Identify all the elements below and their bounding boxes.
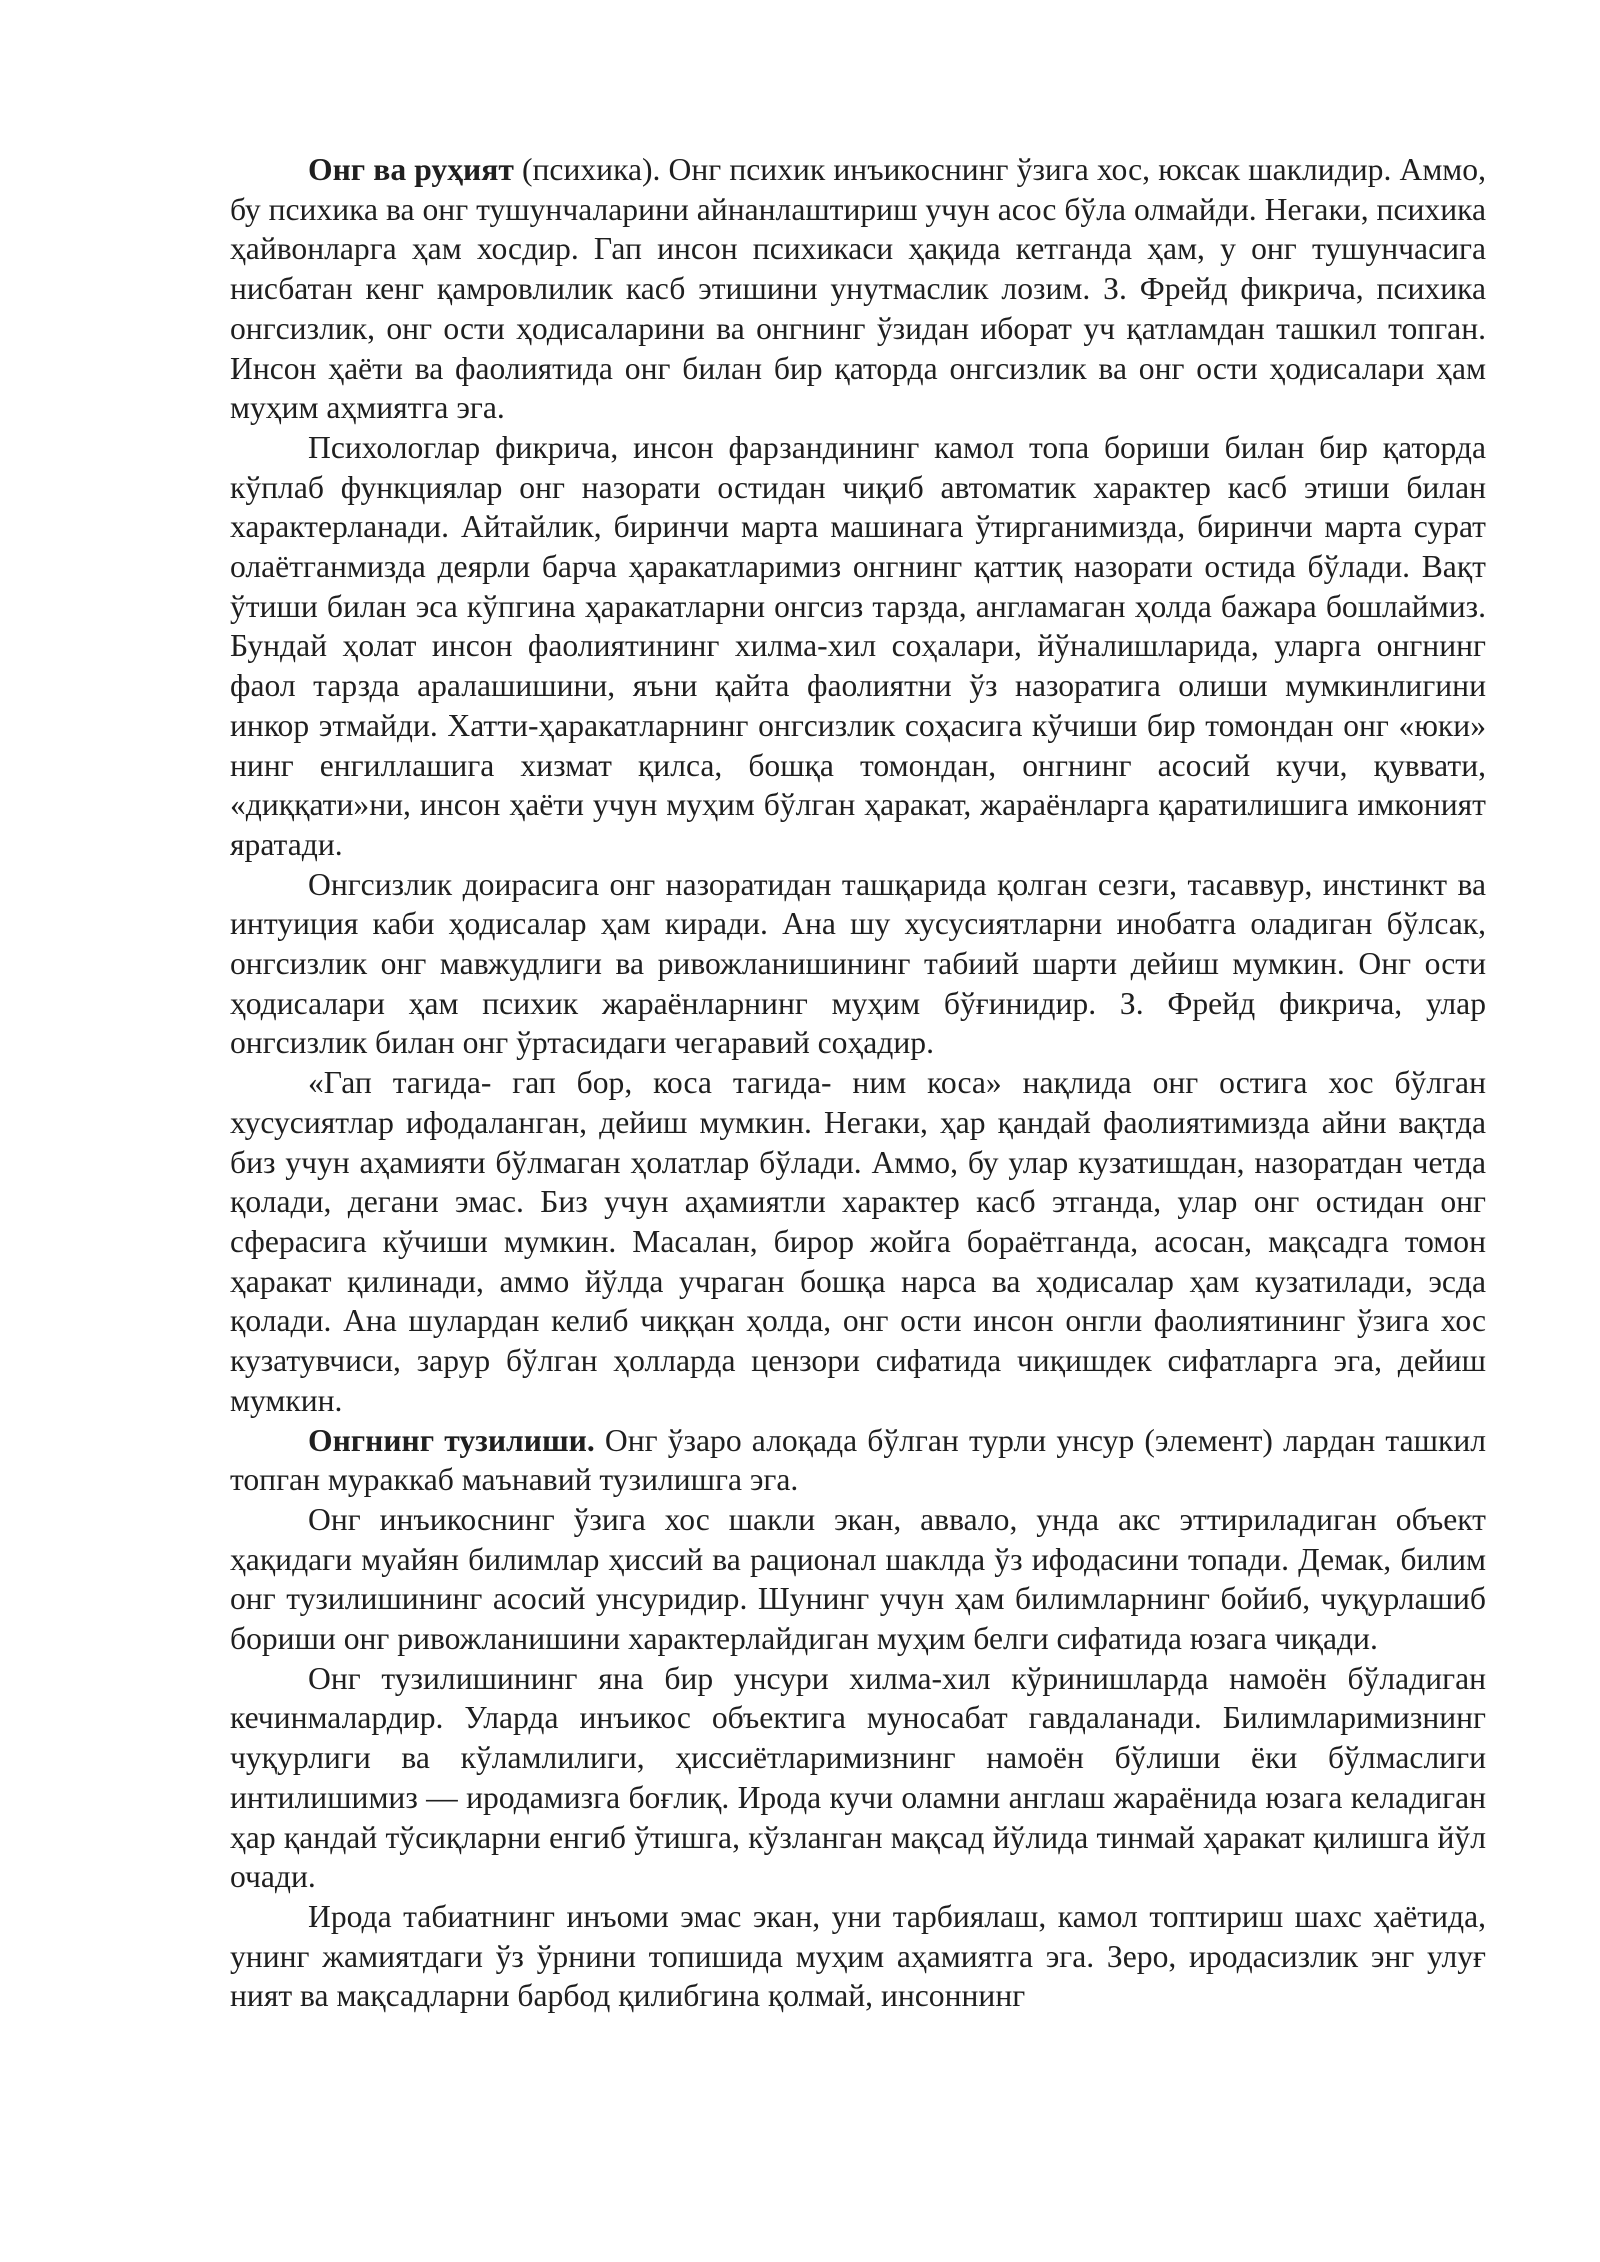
paragraph-will <box>230 1897 1486 2016</box>
paragraph-text: «Гап тагида- гап бор, коса тагида- ним коса» нақлида онг остига хос бўлган хусусиятлар ифодаланган, дейиш мумкин. Негаки, ҳар қандай фаолиятимизда айни вақтда биз учун аҳамияти бўлмаган ҳолатлар бўлади. Аммо, бу улар кузатишдан, назоратдан четда қолади, дегани эмас. Биз учун аҳамиятли характер касб этганда, улар онг остидан онг сферасига кўчиши мумкин. Масалан, бирор жойга бораётганда, асосан, мақсадга томон ҳаракат қилинади, аммо йўлда учраган бошқа нарса ва ҳодисалар ҳам кузатилади, эсда қолади. Ана шулардан келиб чиққан ҳолда, онг ости инсон онгли фаолиятининг ўзига хос кузатувчиси, зарур бўлган ҳолларда цензори сифатида чиқишдек сифатларга эга, дейиш мумкин. <box>230 1065 1486 1418</box>
paragraph-structure <box>230 1421 1486 1500</box>
paragraph-text: Ирода табиатнинг инъоми эмас экан, уни тарбиялаш, камол топтириш шахс ҳаётида, унинг жамиятдаги ўз ўрнини топишида муҳим аҳамиятга эга. Зеро, иродасизлик энг улуғ ният ва мақсадларни барбод қилибгина қолмай, инсоннинг <box>230 1898 1486 2014</box>
paragraph-unconscious <box>230 865 1486 1064</box>
paragraph-feelings <box>230 1659 1486 1897</box>
paragraph-text: Онгсизлик доирасига онг назоратидан ташқарида қолган сезги, тасаввур, инстинкт ва интуиция каби ҳодисалар ҳам киради. Ана шу хусусиятларни инобатга оладиган бўлсак, онгсизлик онг мавжудлиги ва ривожланишининг табиий шарти дейиш мумкин. Онг ости ҳодисалари ҳам психик жараёнларнинг муҳим бўғинидир. З. Фрейд фикрича, улар онгсизлик билан онг ўртасидаги чегаравий соҳадир. <box>230 866 1486 1061</box>
paragraph-proverb <box>230 1063 1486 1420</box>
paragraph-text: (психика). Онг психик инъикоснинг ўзига хос, юксак шаклидир. Аммо, бу психика ва онг тушунчаларини айнанлаштириш учун асос бўла олмайди. Негаки, психика ҳайвонларга ҳам хосдир. Гап инсон психикаси ҳақида кетганда ҳам, у онг тушунчасига нисбатан кенг қамровлилик касб этишини унутмаслик лозим. З. Фрейд фикрича, психика онгсизлик, онг ости ҳодисаларини ва онгнинг ўзидан иборат уч қатламдан ташкил топган. Инсон ҳаёти ва фаолиятида онг билан бир қаторда онгсизлик ва онг ости ҳодисалари ҳам муҳим аҳмиятга эга. <box>230 152 1486 426</box>
paragraph-psychologists <box>230 428 1486 865</box>
paragraph-knowledge <box>230 1500 1486 1659</box>
paragraph-onq-va-ruhiyat <box>230 150 1486 428</box>
paragraph-text: Онг инъикоснинг ўзига хос шакли экан, аввало, унда акс эттириладиган объект ҳақидаги муайян билимлар ҳиссий ва рационал шаклда ўз ифодасини топади. Демак, билим онг тузилишининг асосий унсуридир. Шунинг учун ҳам билимларнинг бойиб, чуқурлашиб бориши онг ривожланишини характерлайдиган муҳим белги сифатида юзага чиқади. <box>230 1501 1486 1657</box>
paragraph-text: Онг ўзаро алоқада бўлган турли унсур (элемент) лардан ташкил топган мураккаб маънавий тузилишга эга. <box>230 1422 1486 1498</box>
paragraph-text: Онг тузилишининг яна бир унсури хилма-хил кўринишларда намоён бўладиган кечинмалардир. Уларда инъикос объектига муносабат гавдаланади. Билимларимизнинг чуқурлиги ва кўламлилиги, ҳиссиётларимизнинг намоён бўлиши ёки бўлмаслиги интилишимиз — иродамизга боғлиқ. Ирода кучи оламни англаш жараёнида юзага келадиган ҳар қандай тўсиқларни енгиб ўтишга, кўзланган мақсад йўлида тинмай ҳаракат қилишга йўл очади. <box>230 1660 1486 1895</box>
paragraph-heading: Онгнинг тузилиши. <box>308 1422 595 1458</box>
paragraph-text: Психологлар фикрича, инсон фарзандининг камол топа бориши билан бир қаторда кўплаб функциялар онг назорати остидан чиқиб автоматик характер касб этиши билан характерланади. Айтайлик, биринчи марта машинага ўтирганимизда, биринчи марта сурат олаётганмизда деярли барча ҳаракатларимиз онгнинг қаттиқ назорати остида бўлади. Вақт ўтиши билан эса кўпгина ҳаракатларни онгсиз тарзда, англамаган ҳолда бажара бошлаймиз. Бундай ҳолат инсон фаолиятининг хилма-хил соҳалари, йўналишларида, уларга онгнинг фаол тарзда аралашишини, яъни қайта фаолиятни ўз назоратига олиши мумкинлигини инкор этмайди. Хатти-ҳаракатларнинг онгсизлик соҳасига кўчиши бир томондан онг «юки» нинг енгиллашига хизмат қилса, бошқа томондан, онгнинг асосий кучи, қуввати, «диққати»ни, инсон ҳаёти учун муҳим бўлган ҳаракат, жараёнларга қаратилишига имконият яратади. <box>230 429 1486 862</box>
paragraph-heading: Онг ва руҳият <box>308 152 514 187</box>
document-body <box>230 150 1486 2016</box>
